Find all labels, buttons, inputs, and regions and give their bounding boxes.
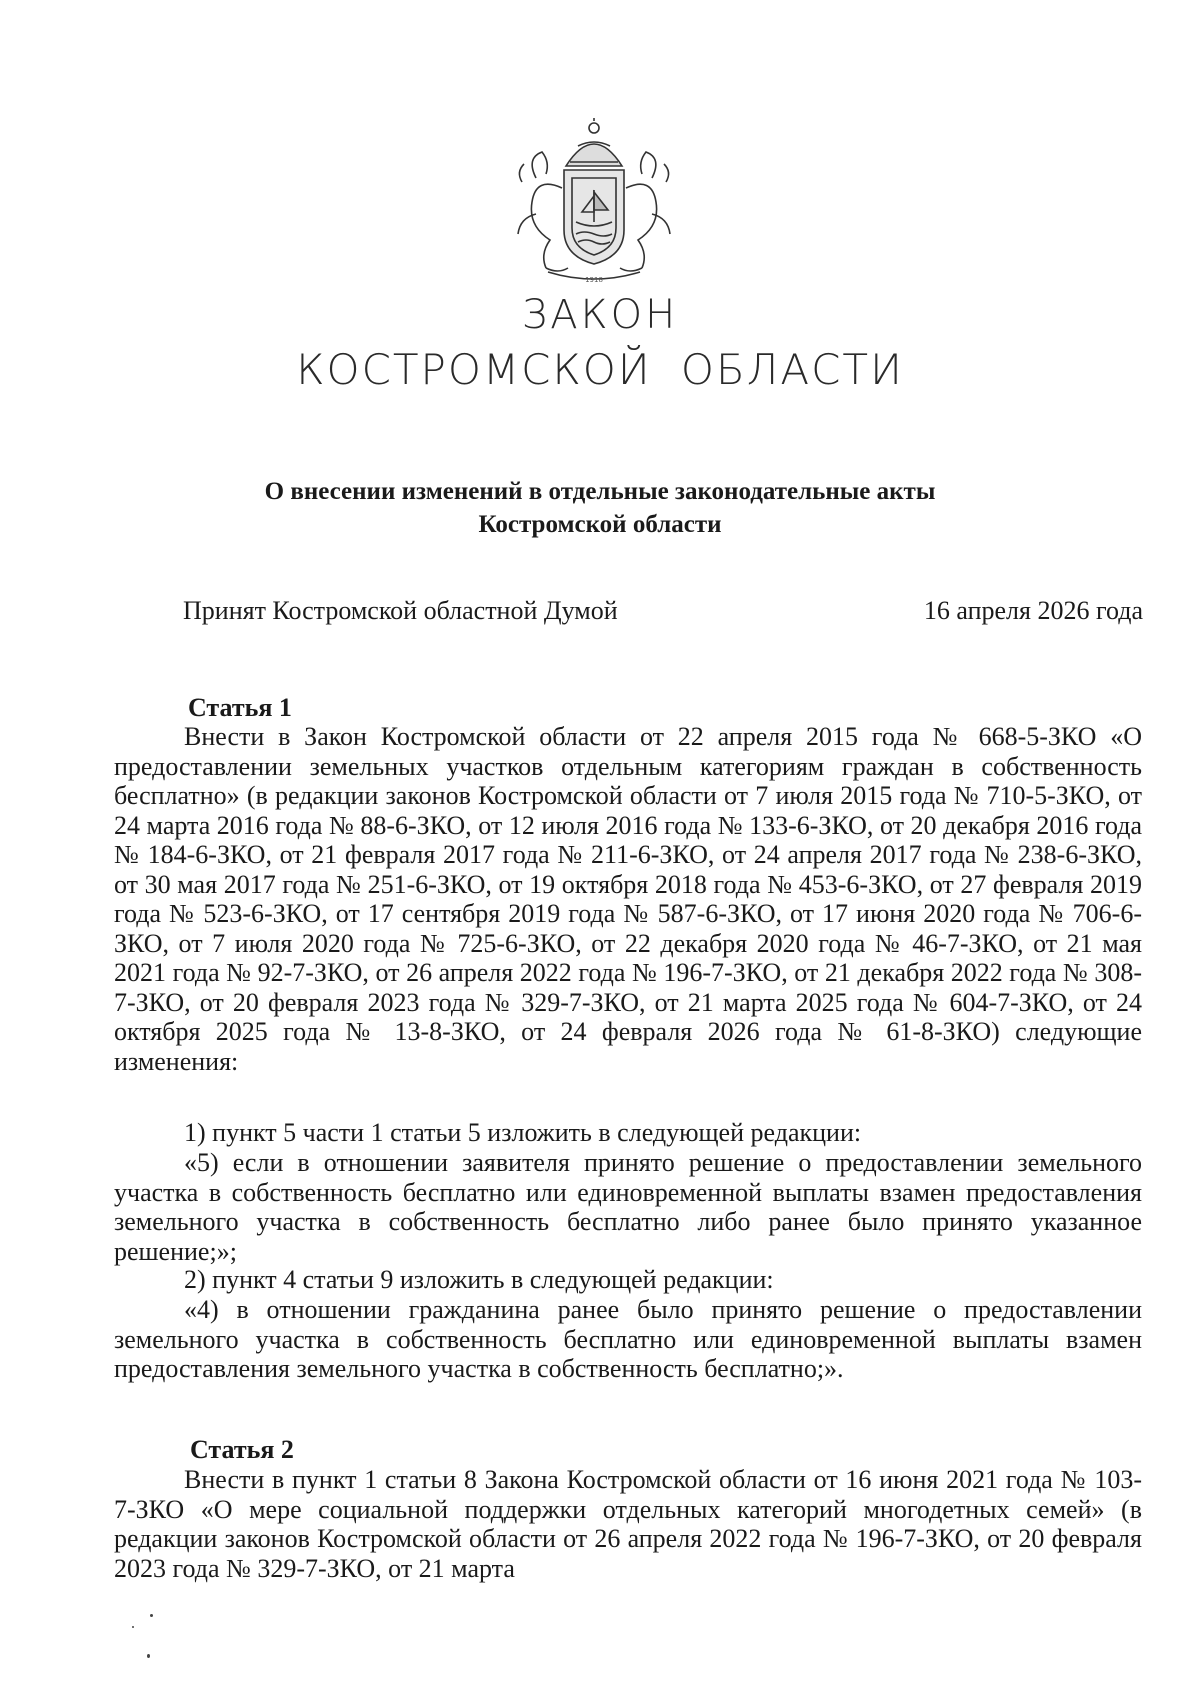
region-heading: КОСТРОМСКОЙ ОБЛАСТИ [296, 345, 904, 394]
emblem-caption: 1918 [585, 276, 603, 284]
scan-speck [147, 1654, 150, 1658]
scan-speck [132, 1626, 134, 1628]
adopted-date: 16 апреля 2026 года [923, 596, 1143, 625]
article-1-item-1-text: «5) если в отношении заявителя принято решение о предоставлении земельного участка в собственность бесплатно или единовременной выплаты взамен предоставления земельного участка в собственность бесплатно либо ранее было принято указанное решение;»; [114, 1148, 1142, 1266]
scan-speck [150, 1614, 153, 1617]
article-2-heading: Статья 2 [190, 1435, 294, 1464]
law-heading: ЗАКОН [521, 292, 679, 338]
article-1-intro: Внести в Закон Костромской области от 22 апреля 2015 года № 668-5-ЗКО «О предоставлении земельных участков отдельным категориям граждан в собственность бесплатно» (в редакции законов Костромской области от 7 июля 2015 года № 710-5-ЗКО, от 24 марта 2016 года № 88-6-ЗКО, от 12 июля 2016 года № 133-6-ЗКО, от 20 декабря 2016 года № 184-6-ЗКО, от 21 февраля 2017 года № 211-6-ЗКО, от 24 апреля 2017 года № 238-6-ЗКО, от 30 мая 2017 года № 251-6-ЗКО, от 19 октября 2018 года № 453-6-ЗКО, от 27 февраля 2019 года № 523-6-ЗКО, от 17 сентября 2019 года № 587-6-ЗКО, от 17 июня 2020 года № 706-6-ЗКО, от 7 июля 2020 года № 725-6-ЗКО, от 22 декабря 2020 года № 46-7-ЗКО, от 21 мая 2021 года № 92-7-ЗКО, от 26 апреля 2022 года № 196-7-ЗКО, от 21 декабря 2022 года № 308-7-ЗКО, от 20 февраля 2023 года № 329-7-ЗКО, от 21 марта 2025 года № 604-7-ЗКО, от 24 октября 2025 года № 13-8-ЗКО, от 24 февраля 2026 года № 61-8-ЗКО) следующие изменения: [114, 722, 1142, 1076]
kostroma-coat-of-arms-icon [506, 118, 682, 284]
article-2-intro: Внести в пункт 1 статьи 8 Закона Костромской области от 16 июня 2021 года № 103-7-ЗКО «О мере социальной поддержки отдельных категорий многодетных семей» (в редакции законов Костромской области от 26 апреля 2022 года № 196-7-ЗКО, от 20 февраля 2023 года № 329-7-ЗКО, от 21 марта [114, 1465, 1142, 1583]
document-title-line-1: О внесении изменений в отдельные законодательные акты [264, 478, 936, 505]
article-1-heading: Статья 1 [188, 693, 292, 722]
article-1-item-1: 1) пункт 5 части 1 статьи 5 изложить в следующей редакции: [184, 1118, 862, 1147]
document-title-line-2: Костромской области [478, 511, 722, 538]
document-title [120, 475, 1080, 541]
article-1-item-2: 2) пункт 4 статьи 9 изложить в следующей редакции: [184, 1265, 774, 1294]
adopted-by: Принят Костромской областной Думой [183, 596, 618, 625]
article-1-item-2-text: «4) в отношении гражданина ранее было принято решение о предоставлении земельного участка в собственность бесплатно или единовременной выплаты взамен предоставления земельного участка в собственность бесплатно;». [114, 1295, 1142, 1383]
